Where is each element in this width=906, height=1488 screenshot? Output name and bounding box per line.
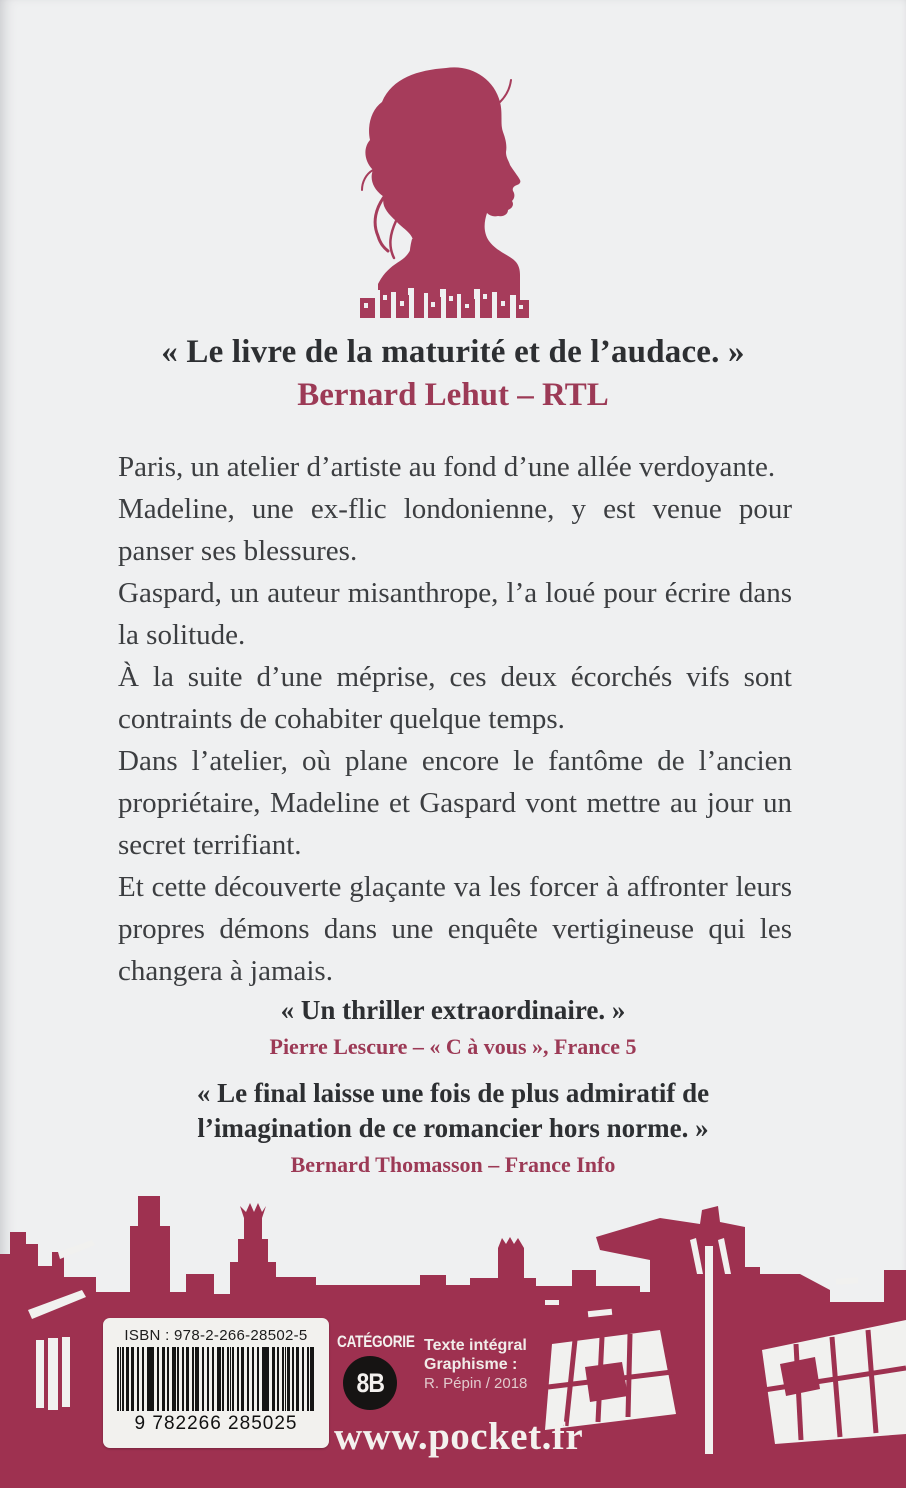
credit-line: Graphisme :	[424, 1356, 518, 1373]
headline-quote-text: « Le livre de la maturité et de l’audace. »	[161, 334, 745, 370]
headline-quote-attribution: Bernard Lehut – RTL	[297, 377, 609, 413]
credit-line: R. Pépin / 2018	[424, 1375, 528, 1392]
headline-quote-block	[0, 331, 906, 417]
barcode	[117, 1347, 315, 1411]
woman-silhouette-illustration	[354, 62, 542, 322]
synopsis-paragraph: Madeline, une ex-flic londonienne, y est venue pour panser ses blessures.	[118, 493, 792, 567]
synopsis-paragraph: Paris, un atelier d’artiste au fond d’une allée verdoyante.	[118, 451, 776, 483]
category-badge	[343, 1356, 397, 1410]
review-quote-block	[0, 993, 906, 1064]
synopsis-paragraph: Dans l’atelier, où plane encore le fantôme de l’ancien propriétaire, Madeline et Gaspard vont mettre au jour un secret terrifiant.	[118, 745, 792, 861]
barcode-panel	[103, 1318, 329, 1448]
review-quote-text: « Le final laisse une fois de plus admiratif de l’imagination de ce romancier hors norme. »	[196, 1078, 710, 1143]
synopsis-text	[118, 446, 792, 992]
review-quote-attribution: Bernard Thomasson – France Info	[290, 1152, 616, 1177]
isbn-label: ISBN : 978-2-266-28502-5	[124, 1327, 308, 1344]
synopsis-paragraph: À la suite d’une méprise, ces deux écorchés vifs sont contraints de cohabiter quelque temps.	[118, 661, 792, 735]
review-quote-attribution: Pierre Lescure – « C à vous », France 5	[269, 1034, 637, 1059]
credits-block	[424, 1336, 527, 1393]
category-label: CATÉGORIE	[337, 1332, 415, 1351]
synopsis-paragraph: Et cette découverte glaçante va les forcer à affronter leurs propres démons dans une enquête vertigineuse qui les changera à jamais.	[118, 871, 792, 987]
synopsis-paragraph: Gaspard, un auteur misanthrope, l’a loué pour écrire dans la solitude.	[118, 577, 792, 651]
category-block	[337, 1332, 437, 1410]
review-quote-text: « Un thriller extraordinaire. »	[280, 995, 626, 1025]
publisher-website: www.pocket.fr	[334, 1415, 584, 1458]
review-quote-block	[0, 1076, 906, 1182]
credit-line: Texte intégral	[424, 1337, 527, 1354]
category-code: 8B	[356, 1367, 384, 1398]
barcode-number: 9 782266 285025	[134, 1413, 298, 1434]
